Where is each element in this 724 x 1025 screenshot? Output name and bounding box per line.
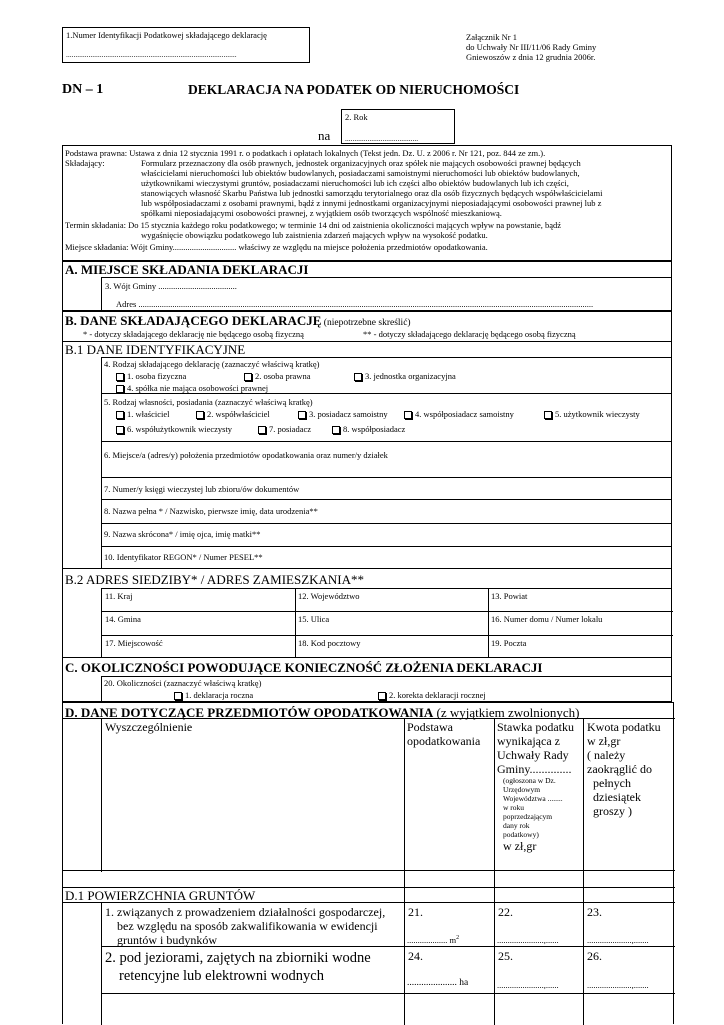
f5-option-6[interactable] — [116, 424, 232, 434]
field-23-input[interactable]: .....................,....... — [587, 935, 649, 945]
legal-basis: Podstawa prawna: Ustawa z dnia 12 stycznia 1991 r. o podatkach i opłatach lokalnych (Tekst jedn. Dz. U. z 2006 r. Nr 121, poz. 844 ze zm.). — [65, 148, 546, 158]
col-rate-line-3: Uchwały Rady — [497, 748, 569, 762]
note-natural-person: ** - dotyczy składającego deklarację będącego osobą fizyczną — [363, 329, 576, 339]
col-description: Wyszczególnienie — [105, 720, 193, 734]
section-a-title: A. MIEJSCE SKŁADANIA DEKLARACJI — [65, 262, 309, 277]
f5-option-3-label: 3. posiadacz samoistny — [309, 409, 388, 419]
attachment-line-1: Załącznik Nr 1 — [466, 32, 517, 42]
na-label: na — [318, 128, 331, 143]
col-rate-line-1: Stawka podatku — [497, 720, 574, 734]
f4-option-2[interactable] — [244, 371, 310, 381]
address-grid — [101, 588, 672, 657]
field-7[interactable] — [101, 478, 672, 500]
col-rate-sub-4: w roku — [503, 803, 525, 812]
field-postal-code[interactable]: 18. Kod pocztowy — [298, 638, 361, 648]
section-a — [62, 261, 672, 311]
field-23-label: 23. — [587, 905, 602, 919]
col-tax-amount — [587, 720, 673, 818]
field-24-label: 24. — [408, 949, 423, 963]
f5-option-8-label: 8. współposiadacz — [343, 424, 406, 434]
col-rate-sub-5: poprzedzającym — [503, 812, 553, 821]
field-7-label: 7. Numer/y księgi wieczystej lub zbioru/ów dokumentów — [104, 484, 300, 494]
year-box — [341, 109, 455, 144]
field-4-label: 4. Rodzaj składającego deklarację (zaznaczyć właściwą kratkę) — [104, 359, 320, 369]
f5-option-4[interactable] — [404, 409, 514, 419]
attachment-line-2: do Uchwały Nr III/11/06 Rady Gminy — [466, 42, 597, 52]
field-21-unit-sup: 2 — [456, 935, 460, 941]
f5-option-7[interactable] — [258, 424, 311, 434]
field-6-label: 6. Miejsce/a (adres/y) położenia przedmiotów opodatkowania oraz numer/y działek — [104, 450, 388, 460]
nip-box — [62, 27, 310, 63]
f5-option-4-label: 4. współposiadacz samoistny — [415, 409, 514, 419]
page-title: DEKLARACJA NA PODATEK OD NIERUCHOMOŚCI — [188, 82, 520, 97]
field-street[interactable]: 15. Ulica — [298, 614, 330, 624]
section-c-title: C. OKOLICZNOŚCI POWODUJĄCE KONIECZNOŚĆ ZŁOŻENIA DEKLARACJI — [65, 660, 543, 675]
deadline-line-1: Termin składania: Do 15 stycznia każdego roku podatkowego; w terminie 14 dni od zaistnienia okoliczności mających wpływ na powstanie, bądź — [65, 220, 562, 230]
c-option-1[interactable] — [174, 690, 253, 700]
f4-option-4-label: 4. spółka nie mająca osobowości prawnej — [127, 383, 269, 393]
note-legal-person: * - dotyczy składającego deklarację nie będącego osobą fizyczną — [83, 329, 304, 339]
f4-option-1[interactable] — [116, 371, 186, 381]
c-option-1-label: 1. deklaracja roczna — [185, 690, 254, 700]
checkbox-icon — [116, 385, 124, 393]
col-rate-sub-6: dany rok — [503, 821, 530, 830]
checkbox-icon — [544, 411, 552, 419]
f5-option-8[interactable] — [332, 424, 405, 434]
year-field[interactable]: ....................................... — [345, 134, 419, 143]
f5-option-6-label: 6. współużytkownik wieczysty — [127, 424, 233, 434]
field-20-box — [101, 676, 672, 701]
filers-line-5: lub współposiadaczami z osobami prawnymi, bądź z innymi jednostkami organizacyjnymi nieposiadającymi osobowości prawnej lub z — [141, 198, 602, 208]
f4-option-3-label: 3. jednostka organizacyjna — [365, 371, 456, 381]
col-amount-line-3: ( należy — [587, 748, 626, 762]
field-26-input[interactable]: .....................,....... — [587, 980, 649, 990]
filers-line-3: użytkownikami wieczystymi gruntów, posiadaczami nieruchomości lub ich części albo obiektów budowlanych lub ich części, — [141, 178, 569, 188]
field-county[interactable]: 13. Powiat — [491, 591, 528, 601]
checkbox-icon — [196, 411, 204, 419]
section-a-fields — [101, 277, 672, 311]
field-country[interactable]: 11. Kraj — [105, 591, 133, 601]
f5-option-1[interactable] — [116, 409, 169, 419]
attachment-line-3: Gniewoszów z dnia 12 grudnia 2006r. — [466, 52, 596, 62]
filers-label: Składający: — [65, 158, 105, 168]
legal-basis-box — [62, 145, 672, 261]
checkbox-icon — [378, 692, 386, 700]
checkbox-icon — [404, 411, 412, 419]
d1-row-1-line-3: gruntów i budynków — [117, 933, 217, 947]
field-4-box — [101, 357, 672, 394]
d1-row-1-line-1: 1. związanych z prowadzeniem działalności gospodarczej, — [105, 905, 386, 919]
col-tax-rate — [497, 720, 583, 853]
field-9[interactable] — [101, 524, 672, 547]
field-20-label: 20. Okoliczności (zaznaczyć właściwą kratkę) — [104, 678, 262, 688]
d1-row-2-line-1: 2. pod jeziorami, zajętych na zbiorniki wodne — [105, 950, 371, 966]
field-locality[interactable]: 17. Miejscowość — [105, 638, 163, 648]
f5-option-2[interactable] — [196, 409, 270, 419]
col-rate-sub-2: Urzędowym — [503, 785, 541, 794]
section-b2 — [62, 569, 672, 658]
f4-option-2-label: 2. osoba prawna — [255, 371, 311, 381]
f5-option-1-label: 1. właściciel — [127, 409, 170, 419]
f5-option-7-label: 7. posiadacz — [269, 424, 312, 434]
f4-option-1-label: 1. osoba fizyczna — [127, 371, 187, 381]
section-d — [62, 702, 674, 1024]
checkbox-icon — [332, 426, 340, 434]
form-code: DN – 1 — [62, 82, 104, 97]
field-5-box — [101, 394, 672, 442]
year-label: 2. Rok — [345, 112, 368, 122]
section-b-title: B. DANE SKŁADAJĄCEGO DEKLARACJĘ — [65, 313, 322, 328]
section-c — [62, 658, 672, 702]
col-tax-base — [407, 720, 480, 748]
field-9-label: 9. Nazwa skrócona* / imię ojca, imię matki** — [104, 529, 261, 539]
filing-place: Miejsce składania: Wójt Gminy.............................. właściwy ze względu na miejsce położenia przedmiotów opodatkowania. — [65, 242, 488, 252]
f4-option-3[interactable] — [354, 371, 456, 381]
col-amount-line-6: dziesiątek — [593, 790, 641, 804]
checkbox-icon — [174, 692, 182, 700]
section-b1-title: B.1 DANE IDENTYFIKACYJNE — [65, 342, 246, 357]
col-amount-line-7: groszy ) — [593, 804, 632, 818]
field-8[interactable] — [101, 500, 672, 524]
field-22-label: 22. — [498, 905, 513, 919]
field-post-office[interactable]: 19. Poczta — [491, 638, 527, 648]
col-rate-line-5: w zł,gr — [503, 839, 537, 853]
field-voivodeship[interactable]: 12. Województwo — [298, 591, 360, 601]
field-8-label: 8. Nazwa pełna * / Nazwisko, pierwsze imię, data urodzenia** — [104, 506, 318, 516]
filers-line-1: Formularz przeznaczony dla osób prawnych, jednostek organizacyjnych oraz spółek nie mających osobowości prawnej będących — [141, 158, 581, 168]
nip-field[interactable]: ........................................................................................... — [66, 50, 237, 59]
checkbox-icon — [354, 373, 362, 381]
col-rate-sub-1: (ogłoszona w Dz. — [503, 776, 556, 785]
field-21-value: ................... m — [407, 934, 457, 945]
checkbox-icon — [244, 373, 252, 381]
section-d-title: D. DANE DOTYCZĄCE PRZEDMIOTÓW OPODATKOWANIA — [65, 705, 434, 720]
section-b1 — [62, 341, 672, 569]
field-21-input[interactable] — [407, 933, 459, 945]
wojt-field[interactable]: 3. Wójt Gminy ..................................... — [105, 281, 237, 291]
checkbox-icon — [298, 411, 306, 419]
deadline-line-2: wygaśnięcie obowiązku podatkowego lub zaistnienia zdarzeń mających wpływ na wysokość podatku. — [141, 230, 488, 240]
f4-option-4[interactable] — [116, 383, 268, 393]
field-10-label: 10. Identyfikator REGON* / Numer PESEL** — [104, 552, 263, 562]
col-rate-line-2: wynikająca z — [497, 734, 560, 748]
col-amount-line-5: pełnych — [593, 776, 631, 790]
field-21-label: 21. — [408, 905, 423, 919]
col-amount-line-1: Kwota podatku — [587, 720, 661, 734]
field-25-input[interactable]: ......................,...... — [497, 980, 559, 990]
c-option-2[interactable] — [378, 690, 486, 700]
field-6[interactable] — [101, 442, 672, 478]
field-5-label: 5. Rodzaj własności, posiadania (zaznaczyć właściwą kratkę) — [104, 397, 313, 407]
address-field[interactable]: Adres ...................................................................................................................................................................................................................... — [116, 299, 594, 309]
field-25-label: 25. — [498, 949, 513, 963]
col-amount-line-4: zaokrąglić do — [587, 762, 652, 776]
field-22-input[interactable]: ......................,...... — [497, 935, 559, 945]
section-d1-title: D.1 POWIERZCHNIA GRUNTÓW — [65, 888, 256, 903]
field-house-number[interactable]: 16. Numer domu / Numer lokalu — [491, 614, 603, 624]
section-d-note: (z wyjątkiem zwolnionych) — [433, 705, 580, 720]
d1-row-1-line-2: bez względu na sposób zakwalifikowania w ewidencji — [117, 919, 378, 933]
checkbox-icon — [116, 373, 124, 381]
checkbox-icon — [116, 411, 124, 419]
section-b-note: (niepotrzebne skreślić) — [321, 318, 411, 328]
f5-option-5-label: 5. użytkownik wieczysty — [555, 409, 640, 419]
col-rate-sub-3: Województwa ........ — [503, 794, 563, 803]
col-rate-sub-7: podatkowy) — [503, 830, 539, 839]
f5-option-5[interactable] — [544, 409, 640, 419]
filers-line-6: spółkami nieposiadającymi osobowości prawnej, z wyjątkiem osób tworzących wspólność mieszkaniową. — [141, 208, 502, 218]
col-tax-base-line-1: Podstawa — [407, 720, 453, 734]
section-b2-title: B.2 ADRES SIEDZIBY* / ADRES ZAMIESZKANIA** — [65, 572, 365, 587]
filers-line-4: stanowiących własność Skarbu Państwa lub jednostki samorządu terytorialnego oraz dla osób fizycznych będących współwłaścicielami — [141, 188, 603, 198]
col-amount-line-2: w zł,gr — [587, 734, 621, 748]
f5-option-2-label: 2. współwłaściciel — [207, 409, 270, 419]
col-rate-line-4: Gminy.............. — [497, 762, 572, 776]
filers-line-2: właścicielami nieruchomości lub obiektów budowlanych, posiadaczami samoistnymi nieruchomości lub obiektów budowlanych, — [141, 168, 580, 178]
col-tax-base-line-2: opodatkowania — [407, 734, 481, 748]
field-municipality[interactable]: 14. Gmina — [105, 614, 141, 624]
field-24-input[interactable]: ..................... ha — [407, 978, 469, 988]
field-10[interactable] — [101, 547, 672, 569]
d1-row-1-description — [105, 905, 401, 947]
nip-label: 1.Numer Identyfikacji Podatkowej składającego deklarację — [66, 30, 267, 40]
checkbox-icon — [258, 426, 266, 434]
section-b — [62, 311, 672, 341]
checkbox-icon — [116, 426, 124, 434]
d1-row-2-description — [105, 949, 401, 985]
d1-row-2-line-2: retencyjne lub elektrowni wodnych — [119, 968, 324, 984]
c-option-2-label: 2. korekta deklaracji rocznej — [389, 690, 486, 700]
field-26-label: 26. — [587, 949, 602, 963]
f5-option-3[interactable] — [298, 409, 388, 419]
